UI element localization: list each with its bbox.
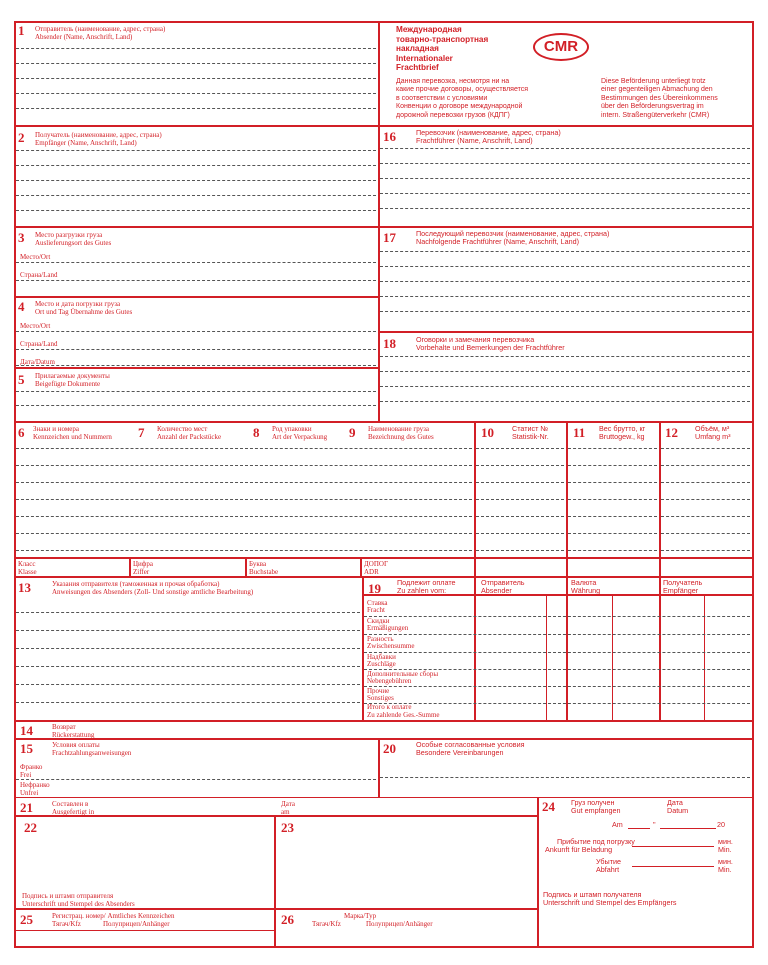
grid-line-v <box>566 576 568 720</box>
box-17-number: 17 <box>383 230 396 245</box>
dotted-line <box>16 482 472 483</box>
pay-row-de: Fracht <box>367 606 385 614</box>
grid-line-v <box>537 797 539 948</box>
adr-label-ru: ДОПОГ <box>364 560 388 568</box>
box-3-country: Страна/Land <box>20 271 58 279</box>
box-18-number: 18 <box>383 336 396 351</box>
box-4-place: Место/Ort <box>20 322 51 330</box>
box-5-label-de: Beigefügte Dokumente <box>35 380 101 388</box>
grid-line-h <box>14 720 753 722</box>
box-10-label-de: Statistik-Nr. <box>512 432 549 441</box>
box-3-place: Место/Ort <box>20 253 51 261</box>
dotted-line <box>380 777 750 778</box>
title-de-line2: Frachtbrief <box>396 63 439 72</box>
convention-de-5: intern. Straßengüterverkehr (CMR) <box>601 111 710 119</box>
pay-row-ru: Надбавки <box>367 653 396 661</box>
dotted-line <box>16 180 376 181</box>
dotted-line <box>661 499 750 500</box>
grid-line-v <box>752 21 754 948</box>
box-24-depart-min-de: Min. <box>718 865 732 874</box>
dotted-line <box>16 391 376 392</box>
box-25-trailer: Полуприцеп/Anhänger <box>103 920 170 928</box>
title-ru-line1: Международная <box>396 25 462 34</box>
box-8-label-ru: Род упаковки <box>272 425 312 433</box>
dotted-line <box>476 482 564 483</box>
digit-label-ru: Цифра <box>133 560 153 568</box>
pay-row-de: Sonstiges <box>367 694 394 702</box>
box-3-number: 3 <box>18 230 25 245</box>
dotted-line <box>380 296 750 297</box>
dotted-line <box>364 634 750 635</box>
box-24-month-line[interactable] <box>660 828 716 829</box>
box-24-arrival-line[interactable] <box>632 846 714 847</box>
pay-row-ru: Итого к оплате <box>367 703 412 711</box>
digit-label-de: Ziffer <box>133 568 150 576</box>
grid-line-v <box>659 576 661 720</box>
grid-line-v <box>362 576 364 720</box>
dotted-line <box>661 465 750 466</box>
grid-line-v <box>474 576 476 720</box>
box-14-number: 14 <box>20 723 33 738</box>
box-21-label-de: Ausgefertigt in <box>52 808 95 816</box>
dotted-line <box>380 251 750 252</box>
convention-ru-2: какие прочие договоры, осуществляется <box>396 86 529 94</box>
box-16-label-ru: Перевозчик (наименование, адрес, страна) <box>416 128 561 137</box>
box-20-label-ru: Особые согласованные условия <box>416 740 525 749</box>
dotted-line <box>661 448 750 449</box>
grid-line-v <box>612 596 613 720</box>
box-21-date-ru: Дата <box>281 800 295 808</box>
dotted-line <box>380 281 750 282</box>
box-8-label-de: Art der Verpackung <box>272 433 328 441</box>
dotted-line <box>476 550 564 551</box>
dotted-line <box>16 550 472 551</box>
box-22-sign-de: Unterschrift und Stempel des Absenders <box>22 900 135 908</box>
grid-line-v <box>14 21 16 948</box>
dotted-line <box>568 533 657 534</box>
dotted-line <box>364 652 750 653</box>
dotted-line <box>16 648 360 649</box>
box-14-label-de: Rückerstattung <box>52 731 95 739</box>
grid-line-v <box>274 908 276 948</box>
box-24-year: 20 <box>717 820 725 829</box>
class-label-de: Klasse <box>18 568 37 576</box>
box-13-number: 13 <box>18 580 31 595</box>
title-de-line1: Internationaler <box>396 53 453 63</box>
dotted-line <box>16 331 376 332</box>
grid-line-h <box>14 576 753 578</box>
dotted-line <box>380 371 750 372</box>
convention-de-3: Bestimmungen des Übereinkommens <box>601 94 718 102</box>
box-11-label-de: Bruttogew., kg <box>599 432 645 441</box>
box-19-number: 19 <box>368 581 381 596</box>
pay-row-de: Zwischensumme <box>367 642 415 650</box>
box-12-number: 12 <box>665 425 678 440</box>
grid-line-h <box>378 125 753 127</box>
grid-line-h <box>14 421 753 423</box>
pay-row-de: Zuschläge <box>367 660 396 668</box>
box-9-number: 9 <box>349 425 356 440</box>
grid-line-h <box>14 21 753 23</box>
grid-line-h <box>14 797 753 798</box>
dotted-line <box>380 178 750 179</box>
box-1-number: 1 <box>18 23 25 38</box>
dotted-line <box>16 93 376 94</box>
box-24-label-ru: Груз получен <box>571 798 615 807</box>
letter-label-ru: Буква <box>249 560 267 568</box>
convention-ru-5: дорожной перевозки грузов (КДПГ) <box>396 111 510 119</box>
grid-line-h <box>14 557 753 559</box>
grid-line-v <box>274 815 276 908</box>
dotted-line <box>568 448 657 449</box>
box-24-day-line[interactable] <box>628 828 650 829</box>
franco-ru: Франко <box>20 763 43 771</box>
box-10-label-ru: Статист № <box>512 424 549 433</box>
convention-de-2: einer gegenteiligen Abmachung den <box>601 86 713 94</box>
dotted-line <box>364 686 750 687</box>
pay-row-ru: Разность <box>367 635 394 643</box>
grid-line-h <box>14 367 378 369</box>
grid-line-v <box>378 21 380 421</box>
dotted-line <box>476 533 564 534</box>
box-18-label-de: Vorbehalte und Bemerkungen der Frachtführer <box>416 343 565 352</box>
box-7-number: 7 <box>138 425 145 440</box>
dotted-line <box>16 165 376 166</box>
box-21-label-ru: Составлен в <box>52 800 89 808</box>
box-26-tractor: Тягач/Kfz <box>312 920 341 928</box>
grid-line-v <box>378 738 380 797</box>
dotted-line <box>380 148 750 149</box>
box-22-number: 22 <box>24 820 37 835</box>
grid-line-h <box>14 226 378 228</box>
dotted-line <box>476 499 564 500</box>
dotted-line <box>568 465 657 466</box>
dotted-line <box>661 550 750 551</box>
box-1-label-de: Absender (Name, Anschrift, Land) <box>35 33 133 41</box>
box-4-number: 4 <box>18 299 25 314</box>
dotted-line <box>661 533 750 534</box>
box-16-label-de: Frachtführer (Name, Anschrift, Land) <box>416 136 533 145</box>
dotted-line <box>364 703 750 704</box>
box-3-label-ru: Место разгрузки груза <box>35 231 103 239</box>
box-17-label-de: Nachfolgende Frachtführer (Name, Anschrift, Land) <box>416 237 579 246</box>
box-24-arrival-min-ru: мин. <box>718 837 733 846</box>
box-7-label-ru: Количество мест <box>157 425 208 433</box>
grid-line-h <box>378 226 753 228</box>
grid-line-h <box>14 125 378 127</box>
box-21-number: 21 <box>20 800 33 815</box>
dotted-line <box>380 266 750 267</box>
dotted-line <box>568 550 657 551</box>
box-12-label-ru: Объём, м³ <box>695 424 730 433</box>
box-13-label-de: Anweisungen des Absenders (Zoll- Und sonstige amtliche Bearbeitung) <box>52 588 254 596</box>
box-24-am: Am <box>612 820 623 829</box>
adr-label-de: ADR <box>364 568 379 576</box>
convention-ru-4: Конвенции о договоре международной <box>396 103 523 111</box>
dotted-line <box>364 616 750 617</box>
dotted-line <box>380 356 750 357</box>
box-20-number: 20 <box>383 741 396 756</box>
dotted-line <box>661 516 750 517</box>
pay-sender-de: Absender <box>481 586 512 595</box>
nonfranco-ru: Нефранко <box>20 781 50 789</box>
box-24-arrival-ru: Прибытие под погрузку <box>557 837 635 846</box>
dotted-line <box>16 533 472 534</box>
pay-recipient-de: Empfänger <box>663 586 699 595</box>
box-15-label-ru: Условия оплаты <box>52 741 100 749</box>
box-19-label-ru: Подлежит оплате <box>397 578 456 587</box>
box-15-number: 15 <box>20 741 33 756</box>
box-5-number: 5 <box>18 372 25 387</box>
dotted-line <box>16 280 376 281</box>
pay-row-de: Nebengebühren <box>367 677 412 685</box>
box-25-tractor: Тягач/Kfz <box>52 920 81 928</box>
dotted-line <box>16 195 376 196</box>
box-24-date-de: Datum <box>667 806 689 815</box>
pay-row-ru: Дополнительные сборы <box>367 670 439 678</box>
grid-line-v <box>546 596 547 720</box>
grid-line-h <box>14 908 537 910</box>
dotted-line <box>16 666 360 667</box>
box-24-quote: " <box>653 820 656 829</box>
dotted-line <box>16 349 376 350</box>
box-2-label-de: Empfänger (Name, Anschrift, Land) <box>35 139 137 147</box>
box-6-label-ru: Знаки и номера <box>33 425 80 433</box>
box-25-label: Регистрац. номер/ Amtliches Kennzeichen <box>52 912 175 920</box>
dotted-line <box>476 465 564 466</box>
convention-ru-3: в соответствии с условиями <box>396 94 488 102</box>
box-24-sign-de: Unterschrift und Stempel des Empfängers <box>543 898 677 907</box>
box-26-number: 26 <box>281 912 294 927</box>
dotted-line <box>16 108 376 109</box>
box-16-number: 16 <box>383 129 396 144</box>
dotted-line <box>380 163 750 164</box>
grid-line-h <box>378 331 753 333</box>
cmr-logo: CMR <box>533 33 589 61</box>
convention-de-4: über den Beförderungsvertrag im <box>601 103 704 111</box>
franco-de: Frei <box>20 771 32 779</box>
dotted-line <box>16 702 360 703</box>
grid-line-v <box>129 557 131 576</box>
box-18-label-ru: Оговорки и замечания перевозчика <box>416 335 535 344</box>
dotted-line <box>380 386 750 387</box>
dotted-line <box>16 48 376 49</box>
dotted-line <box>16 365 376 366</box>
box-7-label-de: Anzahl der Packstücke <box>157 433 222 441</box>
letter-label-de: Buchstabe <box>249 568 279 576</box>
dotted-line <box>16 405 376 406</box>
pay-currency-ru: Валюта <box>571 578 597 587</box>
grid-line-h <box>14 296 378 298</box>
dotted-line <box>16 630 360 631</box>
dotted-line <box>568 516 657 517</box>
box-26-label: Марка/Тур <box>344 912 377 920</box>
box-20-label-de: Besondere Vereinbarungen <box>416 748 504 757</box>
box-24-number: 24 <box>542 799 555 814</box>
pay-row-de: Zu zahlende Ges.-Summe <box>367 711 440 719</box>
grid-line-v <box>245 557 247 576</box>
box-11-label-ru: Вес брутто, кг <box>599 424 646 433</box>
dotted-line <box>380 193 750 194</box>
box-24-label-de: Gut empfangen <box>571 806 621 815</box>
dotted-line <box>380 311 750 312</box>
nonfranco-de: Unfrei <box>20 789 39 797</box>
box-6-number: 6 <box>18 425 25 440</box>
box-9-label-de: Bezeichnung des Gutes <box>368 433 434 441</box>
box-2-number: 2 <box>18 130 25 145</box>
pay-row-ru: Прочие <box>367 687 390 695</box>
box-15-label-de: Frachtzahlungsanweisungen <box>52 749 132 757</box>
grid-line-v <box>704 596 705 720</box>
box-24-arrival-min-de: Min. <box>718 845 732 854</box>
box-1-label-ru: Отправитель (наименование, адрес, страна) <box>35 25 166 33</box>
box-11-number: 11 <box>573 425 586 440</box>
dotted-line <box>380 401 750 402</box>
title-ru-line3: накладная <box>396 44 439 53</box>
convention-de-1: Diese Beförderung unterliegt trotz <box>601 78 706 85</box>
box-24-sign-ru: Подпись и штамп получателя <box>543 890 642 899</box>
dotted-line <box>16 684 360 685</box>
pay-row-de: Ermäßigungen <box>367 624 409 632</box>
box-22-sign-ru: Подпись и штамп отправителя <box>22 892 114 900</box>
dotted-line <box>476 448 564 449</box>
dotted-line <box>16 779 376 780</box>
box-8-number: 8 <box>253 425 260 440</box>
box-14-label-ru: Возврат <box>52 723 76 731</box>
box-3-label-de: Auslieferungsort des Gutes <box>35 239 112 247</box>
class-label-ru: Класс <box>18 560 36 568</box>
box-26-trailer: Полуприцеп/Anhänger <box>366 920 433 928</box>
dotted-line <box>16 516 472 517</box>
box-23-number: 23 <box>281 820 294 835</box>
box-13-label-ru: Указания отправителя (таможенная и прочая обработка) <box>52 580 220 588</box>
dotted-line <box>16 63 376 64</box>
dotted-line <box>16 612 360 613</box>
pay-sender-ru: Отправитель <box>481 578 525 587</box>
title-ru-line2: товарно-транспортная <box>396 34 489 44</box>
grid-line-h <box>14 930 274 931</box>
dotted-line <box>568 499 657 500</box>
dotted-line <box>16 78 376 79</box>
box-17-label-ru: Последующий перевозчик (наименование, адрес, страна) <box>416 229 610 238</box>
grid-line-v <box>360 557 362 576</box>
box-5-label-ru: Прилагаемые документы <box>35 372 110 380</box>
pay-row-ru: Скидки <box>367 617 390 625</box>
box-24-depart-ru: Убытие <box>596 857 621 866</box>
box-25-number: 25 <box>20 912 33 927</box>
convention-ru-1: Данная перевозка, несмотря ни на <box>396 78 510 85</box>
dotted-line <box>16 262 376 263</box>
pay-row-ru: Ставка <box>367 599 388 607</box>
dotted-line <box>380 208 750 209</box>
box-9-label-ru: Наименование груза <box>368 425 430 433</box>
grid-line-h <box>14 946 753 948</box>
dotted-line <box>16 210 376 211</box>
box-24-arrival-de: Ankunft für Beladung <box>545 845 613 854</box>
box-24-depart-de: Abfahrt <box>596 865 620 874</box>
dotted-line <box>16 150 376 151</box>
dotted-line <box>16 499 472 500</box>
dotted-line <box>16 448 472 449</box>
box-21-date-de: am <box>281 808 290 816</box>
box-24-date-ru: Дата <box>667 798 683 807</box>
box-24-depart-line[interactable] <box>632 866 714 867</box>
box-6-label-de: Kennzeichen und Nummern <box>33 433 112 441</box>
box-12-label-de: Umfang m³ <box>695 432 731 441</box>
box-24-depart-min-ru: мин. <box>718 857 733 866</box>
grid-line-h <box>14 738 753 740</box>
box-4-label-de: Ort und Tag Übernahme des Gutes <box>35 308 133 316</box>
box-4-country: Страна/Land <box>20 340 58 348</box>
box-19-label-de: Zu zahlen vom: <box>397 586 447 595</box>
pay-recipient-ru: Получатель <box>663 578 703 587</box>
box-10-number: 10 <box>481 425 494 440</box>
box-4-label-ru: Место и дата погрузки груза <box>35 300 121 308</box>
dotted-line <box>661 482 750 483</box>
pay-currency-de: Währung <box>571 586 601 595</box>
dotted-line <box>476 516 564 517</box>
dotted-line <box>568 482 657 483</box>
box-2-label-ru: Получатель (наименование, адрес, страна) <box>35 131 162 139</box>
box-4-date: Дата/Datum <box>20 358 55 366</box>
dotted-line <box>16 465 472 466</box>
